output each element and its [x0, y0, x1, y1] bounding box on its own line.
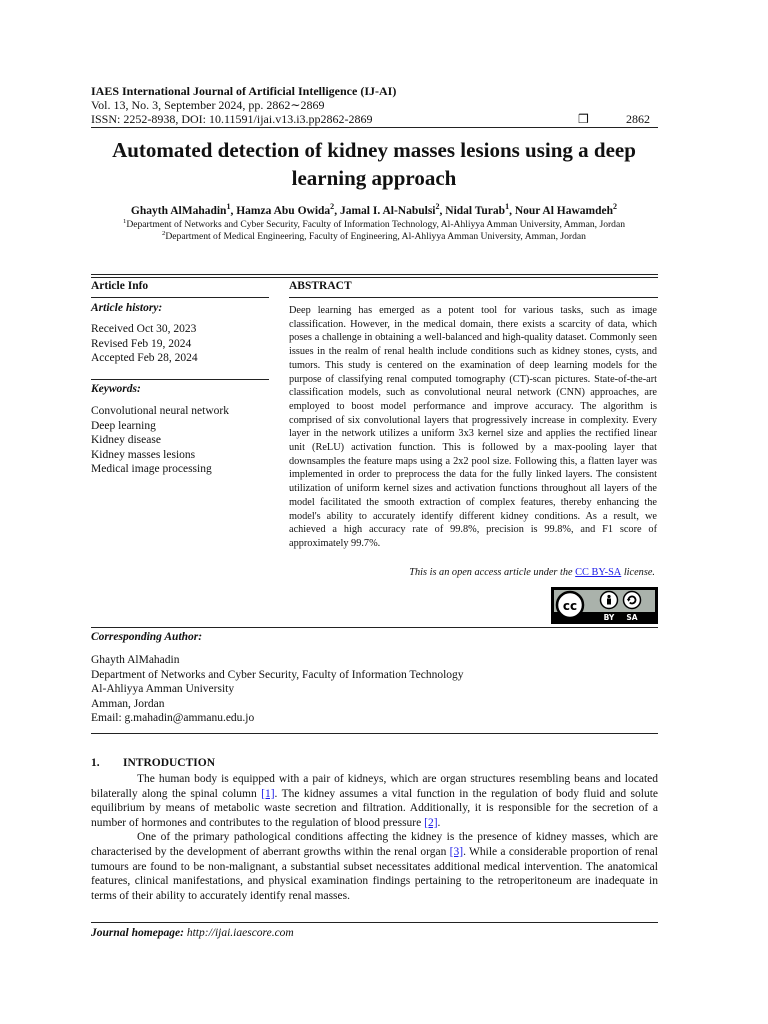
journal-homepage: Journal homepage: http://ijai.iaescore.com: [91, 927, 294, 939]
history-revised: Revised Feb 19, 2024: [91, 337, 192, 350]
corresponding-univ: Al-Ahliyya Amman University: [91, 683, 235, 695]
abstract-text: Deep learning has emerged as a potent tool for various tasks, such as image classification. However, in the medical domain, there exists a scarcity of data, which poses a challenge in obtaining a well-balanced and high-quality dataset. Commonly seen issues in the realm of renal health include conditions such as kidney stones, cysts, and tumors. This study is centered on the examination of deep learning models for the purpose of classifying renal computed tomography (CT)-scan pictures. State-of-the-art classification models, such as convolutional neural network (CNN) approaches, are employed to boost model performance and improve accuracy. The algorithm is comprised of six convolutional layers that progressively increase in complexity. Every layer in the network utilizes a uniform 3x3 kernel size and applies the rectified linear unit (ReLU) activation function. This is followed by a max-pooling layer that downsamples the feature maps using a 2x2 pool size. Following this, a flatten layer was implemented in order to preprocess the data for the fully linked layers. The consistent utilization of uniform kernel sizes and activation functions throughout all layers of the model facilitated the smooth extraction of complex features, thereby enhancing the model's ability to accurately identify different kidney conditions. As a result, we achieved a high accuracy rate of 99.8%, precision is 99.8%, and F1 score of approximately 99.7%.: [289, 305, 657, 549]
keyword: Medical image processing: [91, 463, 212, 475]
open-access-note: This is an open access article under the CC BY-SA license.: [409, 567, 655, 578]
journal-name: IAES International Journal of Artificial Intelligence (IJ-AI): [91, 84, 397, 98]
section-rule-top: [91, 274, 658, 275]
citation-link[interactable]: [2]: [424, 816, 438, 829]
history-accepted: Accepted Feb 28, 2024: [91, 352, 198, 364]
paper-title: Automated detection of kidney masses lesions using a deep learning approach: [112, 138, 636, 190]
author-list: Ghayth AlMahadin$^1$, Hamza Abu Owida$^2$, Jamal I. Al-Nabulsi$^2$, Nidal Turab$^1$, Nour Al Hawamdeh$^2$: [130, 202, 618, 217]
abstract-heading: ABSTRACT: [289, 280, 352, 292]
keyword: Kidney masses lesions: [91, 448, 196, 461]
corresponding-city: Amman, Jordan: [91, 697, 165, 710]
corresponding-details: [91, 653, 464, 726]
citation-link[interactable]: [3]: [449, 845, 464, 858]
corresponding-heading: Corresponding Author:: [91, 631, 203, 643]
corresponding-email: Email: g.mahadin@ammanu.edu.jo: [91, 712, 255, 724]
author-name: Jamal I. Al-Nabulsi: [339, 205, 436, 217]
svg-text:BY: BY: [603, 613, 615, 622]
author-name: Nour Al Hawamdeh: [514, 205, 614, 217]
citation-link[interactable]: [1]: [261, 787, 275, 800]
corresponding-name: Ghayth AlMahadin: [91, 654, 180, 666]
info-separator: [91, 627, 274, 628]
author-name: Nidal Turab: [445, 205, 506, 217]
author-name: Hamza Abu Owida: [236, 205, 331, 217]
keywords-list: [91, 404, 229, 477]
affiliation-2: $^2$Department of Medical Engineering, Faculty of Engineering, Al-Ahliyya Amman University, Amman, Jordan: [162, 229, 586, 242]
cc-by-sa-badge[interactable]: [551, 587, 658, 624]
footer-rule: [91, 922, 658, 923]
keyword: Deep learning: [91, 419, 156, 432]
keywords-heading: Keywords:: [91, 383, 141, 395]
license-link[interactable]: CC BY-SA: [575, 567, 622, 578]
corresponding-dept: Department of Networks and Cyber Security, Faculty of Information Technology: [91, 668, 464, 681]
article-info-heading: Article Info: [91, 280, 149, 292]
affiliation-1: $^1$Department of Networks and Cyber Security, Faculty of Information Technology, Al-Ahliyya Amman University, Amman, Jordan: [122, 217, 626, 230]
homepage-link[interactable]: http://ijai.iaescore.com: [183, 927, 294, 939]
svg-text:SA: SA: [626, 613, 638, 622]
article-history: [91, 322, 198, 366]
history-received: Received Oct 30, 2023: [91, 323, 197, 335]
box-icon: ❒: [578, 112, 589, 126]
header-rule: [91, 127, 658, 128]
page-number: 2862: [626, 112, 650, 126]
journal-issn: ISSN: 2252-8938, DOI: 10.11591/ijai.v13.i3.pp2862-2869: [91, 112, 373, 126]
cc-license-icon: [552, 588, 657, 623]
paragraph: One of the primary pathological conditions affecting the kidney is the presence of kidney masses, which are characterised by the development of aberrant growths within the renal organ [3]. While a considerable proportion of renal tumours are found to be non-malignant, a substantial subset necessitates additional medical intervention. The anatomical features, clinical manifestations, and physical examination findings pertaining to the retroperitoneum are inadequate in terms of their ability to accurately identify renal masses.: [91, 831, 658, 902]
abstract-separator: [272, 627, 658, 628]
author-name: Ghayth AlMahadin: [130, 205, 227, 217]
introduction-heading: 1. INTRODUCTION: [91, 757, 216, 769]
abstract-rule: [289, 297, 658, 298]
article-history-heading: Article history:: [91, 302, 163, 314]
section-rule-top: [91, 277, 658, 278]
keyword: Kidney disease: [91, 434, 161, 446]
introduction-body: [91, 772, 658, 903]
paragraph: The human body is equipped with a pair of kidneys, which are organ structures resembling beans and located bilaterally along the spinal column [1]. The kidney assumes a vital function in the regulation of body fluid and solute equilibrium by means of metabolic waste secretion and filtration. Additionally, it is responsible for the secretion of a number of hormones and contributes to the regulation of blood pressure [2].: [91, 773, 658, 829]
article-info-rule: [91, 297, 269, 298]
journal-volume: Vol. 13, No. 3, September 2024, pp. 2862∼2869: [91, 98, 325, 112]
section-rule-bottom: [91, 733, 658, 734]
keyword: Convolutional neural network: [91, 405, 229, 417]
keywords-rule: [91, 379, 269, 380]
svg-text:cc: cc: [562, 599, 578, 613]
